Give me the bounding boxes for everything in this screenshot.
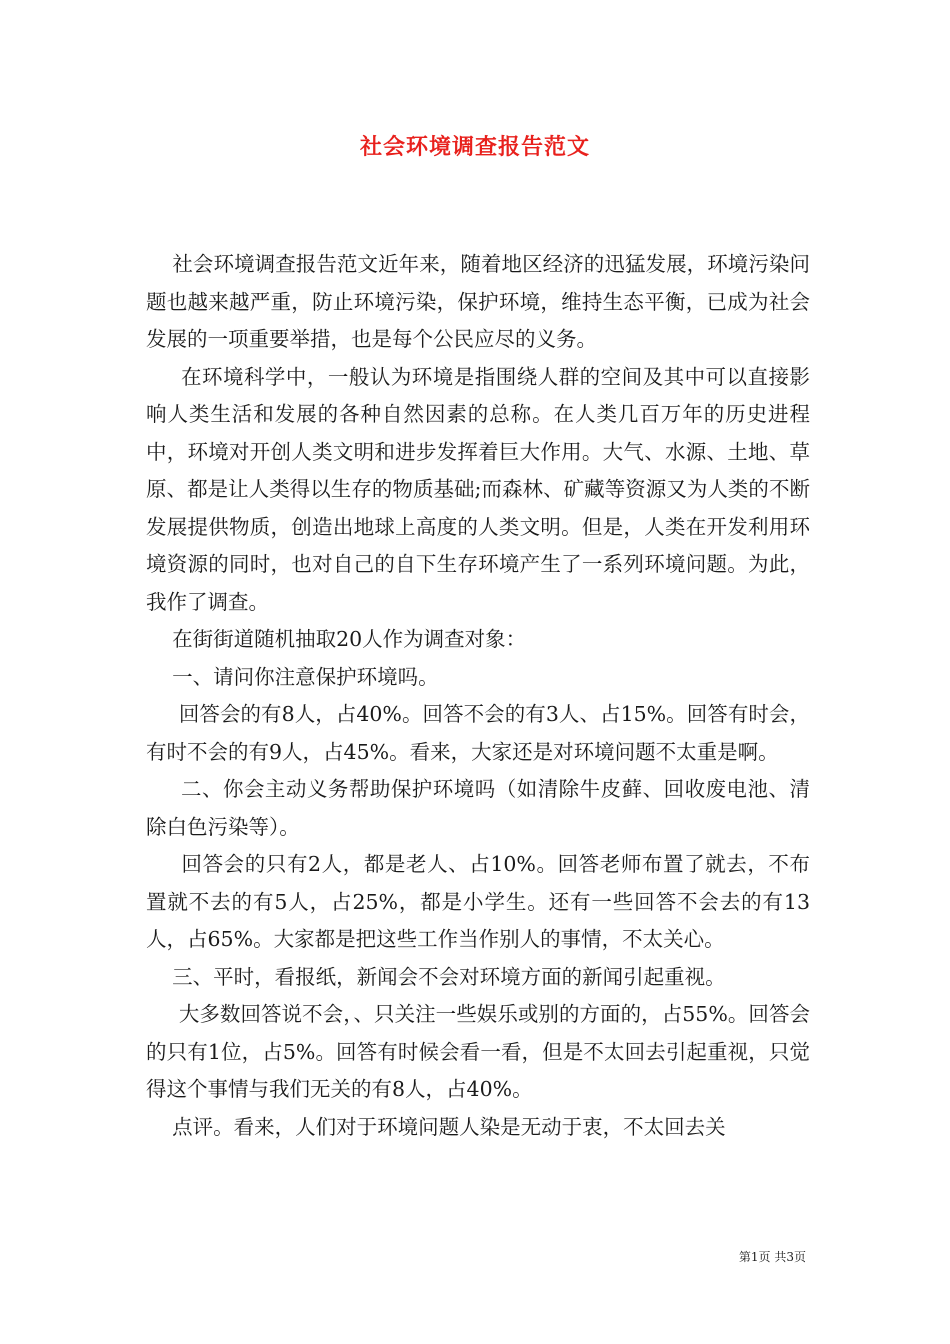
paragraph: 在街街道随机抽取20人作为调查对象： (146, 627, 527, 651)
paragraph: 三、平时，看报纸，新闻会不会对环境方面的新闻引起重视。 (146, 964, 726, 989)
paragraph: 大多数回答说不会，、只关注一些娱乐或别的方面的，占55%。回答会的只有1位，占5%。回答有时候会看一看，但是不太回去引起重视，只觉得这个事情与我们无关的有8人，占40%。 (146, 1002, 810, 1101)
document-title: 社会环境调查报告范文 (359, 134, 590, 160)
paragraph: 社会环境调查报告范文近年来，随着地区经济的迅猛发展，环境污染问题也越来越严重，防止环境污染，保护环境，维持生态平衡，已成为社会发展的一项重要举措，也是每个公民应尽的义务。 (146, 252, 810, 351)
paragraph: 回答会的有8人，占40%。回答不会的有3人、占15%。回答有时会，有时不会的有9人，占45%。看来，大家还是对环境问题不太重是啊。 (146, 702, 810, 764)
paragraph: 一、请问你注意保护环境吗。 (146, 664, 439, 689)
paragraph: 二、你会主动义务帮助保护环境吗（如清除牛皮藓、回收废电池、清除白色污染等）。 (146, 777, 810, 839)
paragraph: 点评。看来，人们对于环境问题人染是无动于衷，不太回去关 (146, 1114, 726, 1139)
paragraph: 回答会的只有2人，都是老人、占10%。回答老师布置了就去，不布置就不去的有5人，占25%，都是小学生。还有一些回答不会去的有13人，占65%。大家都是把这些工作当作别人的事情，不太关心。 (146, 852, 810, 951)
paragraph: 在环境科学中，一般认为环境是指围绕人群的空间及其中可以直接影响人类生活和发展的各种自然因素的总称。在人类几百万年的历史进程中，环境对开创人类文明和进步发挥着巨大作用。大气、水源、土地、草原、都是让人类得以生存的物质基础;而森林、矿藏等资源又为人类的不断发展提供物质，创造出地球上高度的人类文明。但是，人类在开发利用环境资源的同时，也对自己的自下生存环境产生了一系列环境问题。为此，我作了调查。 (146, 364, 810, 614)
document-body (146, 246, 810, 1146)
page-number-footer: 第1页 共3页 (738, 1250, 806, 1264)
